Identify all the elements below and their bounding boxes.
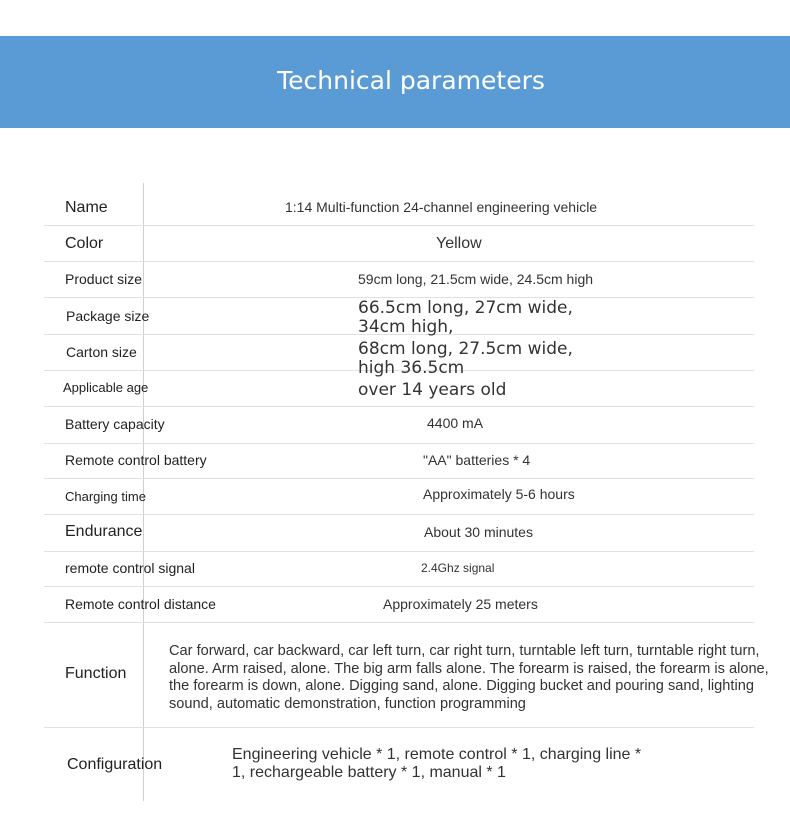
row-label-product-size: Product size [65,271,143,287]
row-divider [44,406,754,407]
row-value-color: Yellow [436,235,482,252]
row-label-applicable-age: Applicable age [63,380,149,395]
page-title: Technical parameters [277,66,545,95]
header-banner [0,36,790,128]
row-divider [44,225,754,226]
row-value-package-size: 66.5cm long, 27cm wide, 34cm high, [358,298,573,337]
row-label-name: Name [65,199,108,216]
row-divider [44,586,754,587]
row-value-product-size: 59cm long, 21.5cm wide, 24.5cm high [358,271,594,287]
row-value-endurance: About 30 minutes [424,524,533,540]
row-value-configuration: Engineering vehicle * 1, remote control * 1, charging line * 1, rechargeable battery * 1, manual * 1 [232,746,642,781]
row-label-remote-control-signal: remote control signal [65,560,195,576]
row-label-carton-size: Carton size [66,344,137,360]
row-divider [44,514,754,515]
row-value-name: 1:14 Multi-function 24-channel engineering vehicle [285,199,598,215]
row-value-battery-capacity: 4400 mA [427,415,484,431]
row-label-battery-capacity: Battery capacity [65,416,165,432]
row-divider [44,727,754,728]
row-value-remote-control-signal: 2.4Ghz signal [421,561,495,575]
row-label-remote-control-distance: Remote control distance [65,596,216,612]
row-label-remote-control-battery: Remote control battery [65,452,207,468]
row-value-charging-time: Approximately 5-6 hours [423,486,575,502]
row-divider [44,443,754,444]
row-label-package-size: Package size [66,308,150,324]
row-divider [44,261,754,262]
row-label-configuration: Configuration [67,756,163,773]
row-label-color: Color [65,235,104,252]
row-value-remote-control-distance: Approximately 25 meters [383,596,538,612]
row-value-function: Car forward, car backward, car left turn, car right turn, turntable left turn, turntable right turn, alone. Arm raised, alone. The big arm falls alone. The forearm is raised, the forearm is alone, the forearm is down, alone. Digging sand, alone. Digging bucket and pouring sand, lighting sound, automatic demonstration, function programming [169,643,769,712]
row-value-carton-size: 68cm long, 27.5cm wide, high 36.5cm [358,339,573,378]
row-label-charging-time: Charging time [65,489,146,504]
row-divider [44,551,754,552]
row-value-applicable-age: over 14 years old [358,380,507,400]
row-label-function: Function [65,665,127,682]
row-divider [44,622,754,623]
row-divider [44,478,754,479]
row-value-remote-control-battery: "AA" batteries * 4 [423,452,531,468]
row-label-endurance: Endurance [65,523,143,540]
